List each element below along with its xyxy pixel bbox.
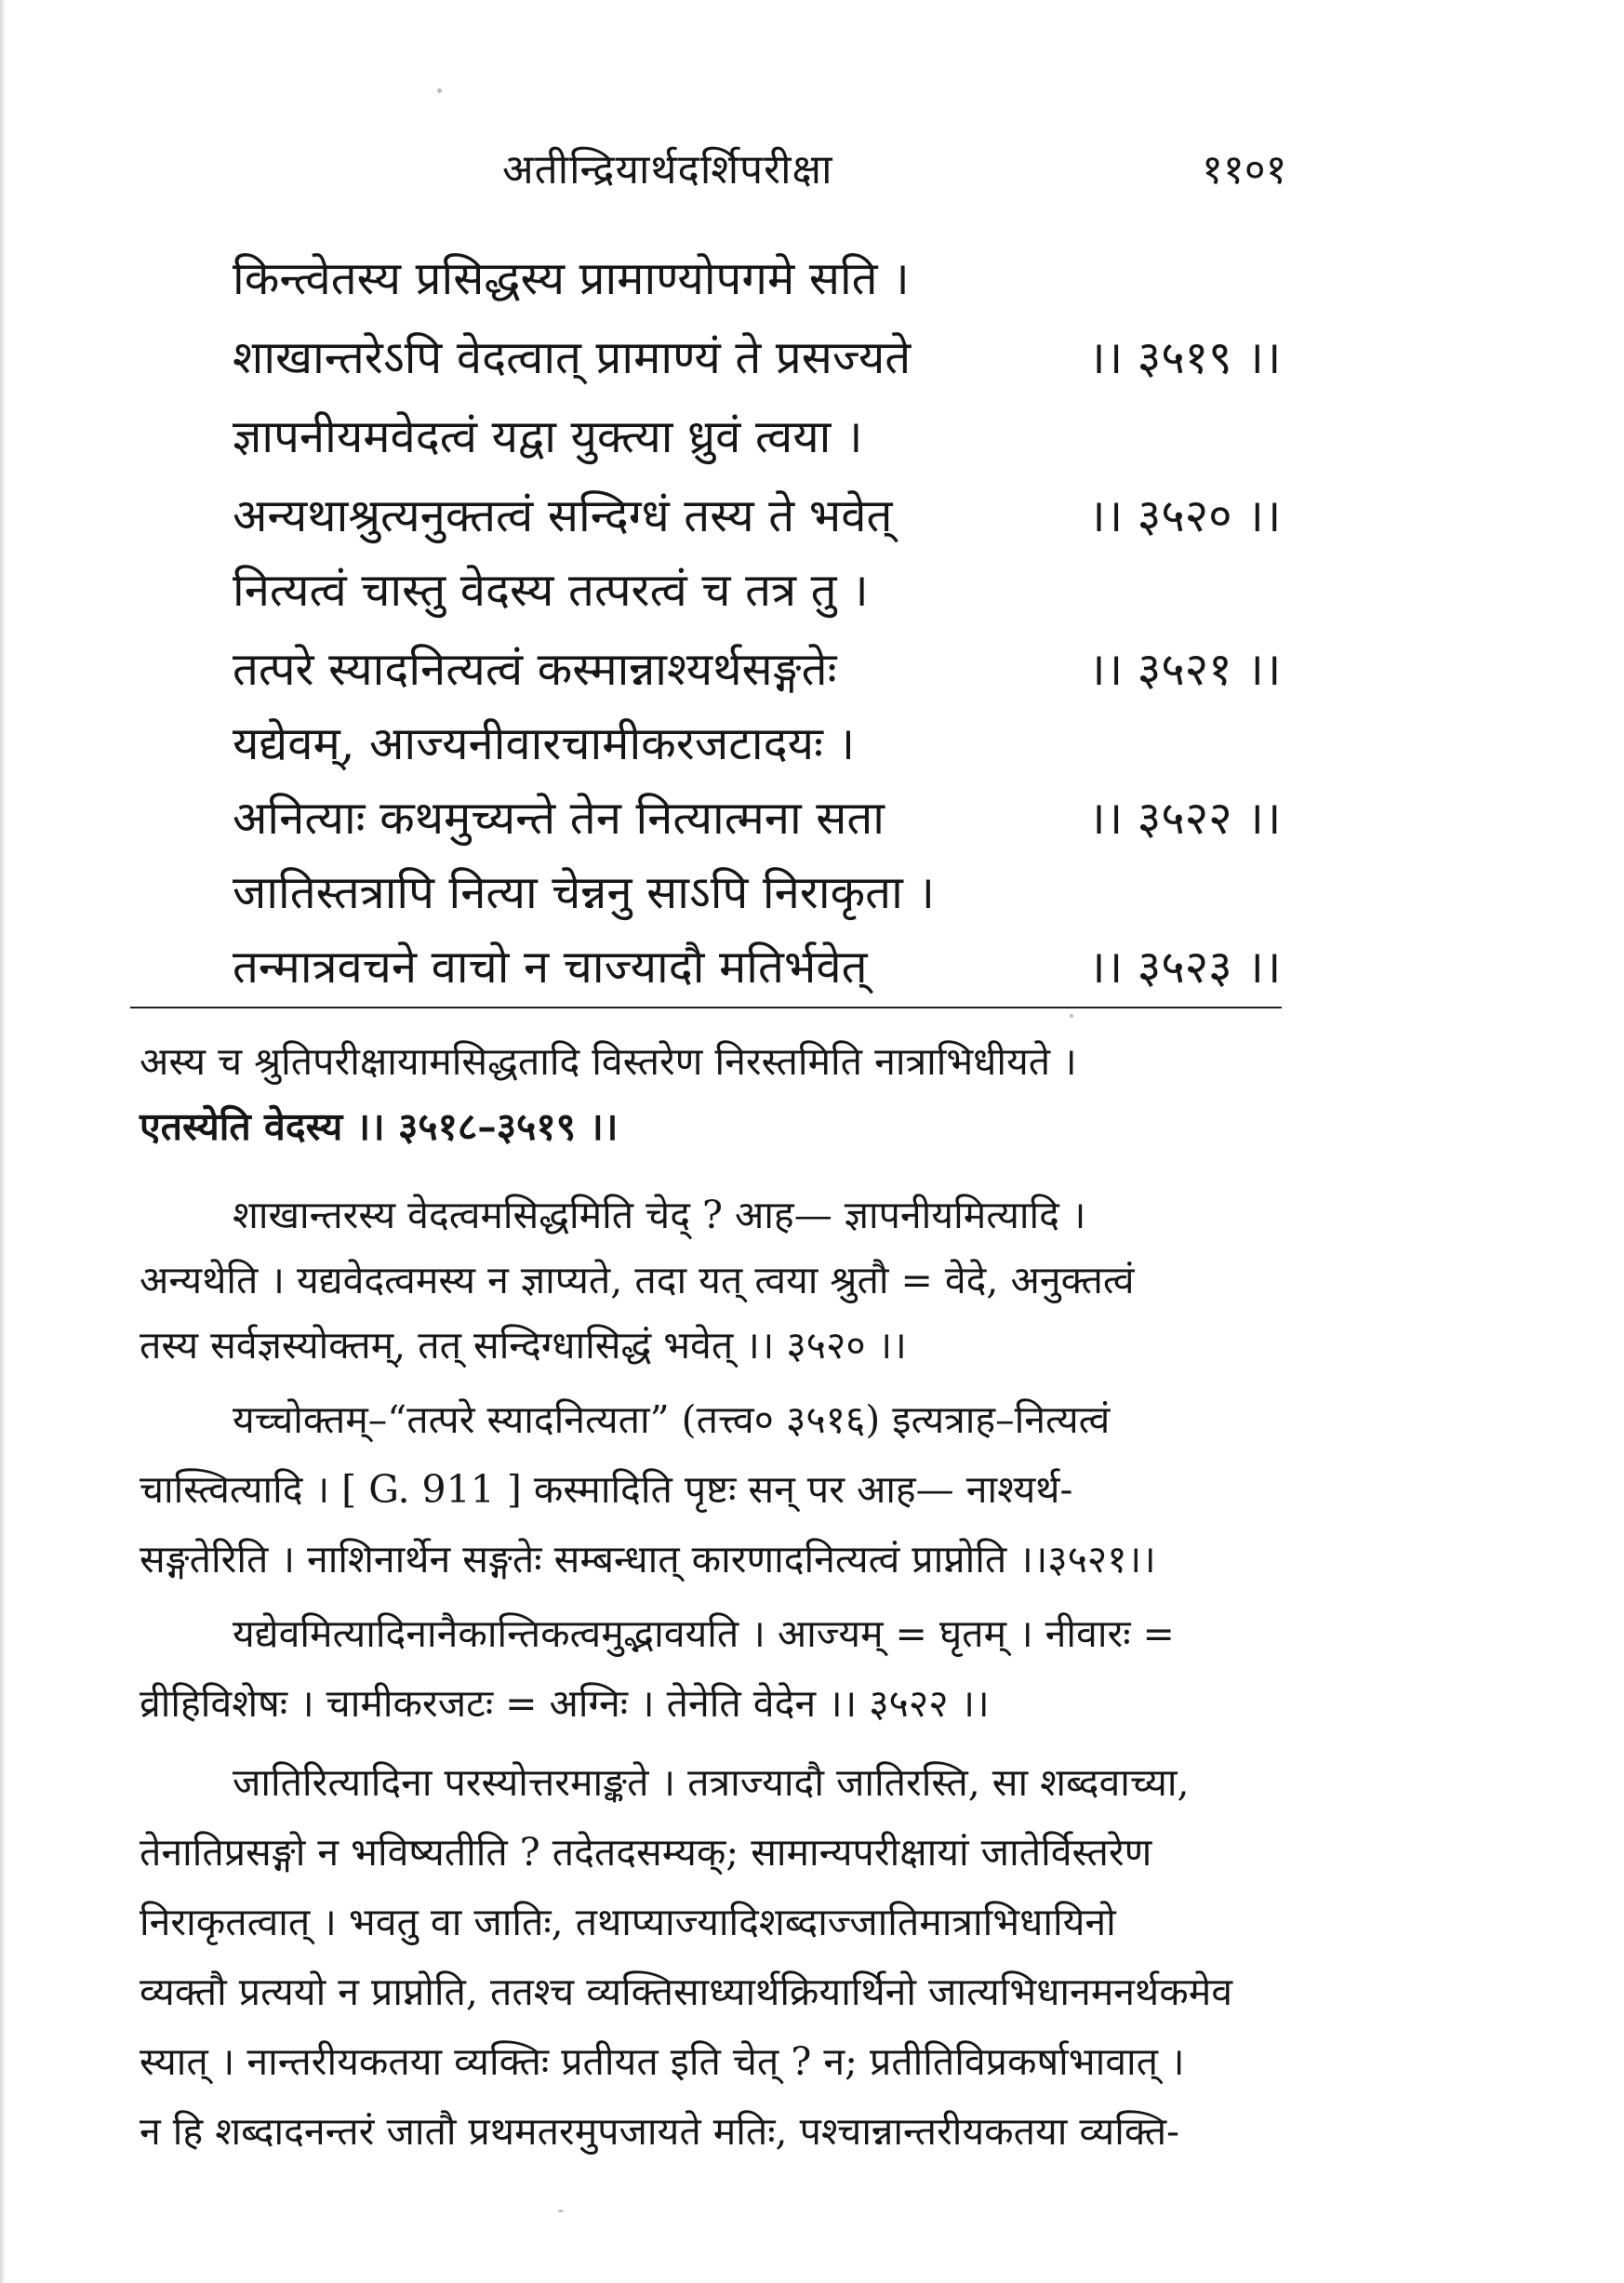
verse-line [233,488,1282,544]
commentary-line: सङ्गतेरिति । नाशिनार्थेन सङ्गतेः सम्बन्धात् कारणादनित्यत्वं प्राप्नोति ।।३५२१।। [140,1537,1156,1582]
commentary-line: निराकृतत्वात् । भवतु वा जातिः, तथाप्याज्यादिशब्दाज्जातिमात्राभिधायिनो [140,1900,1116,1944]
scan-speck [437,88,442,93]
scan-speck [1070,1014,1073,1018]
verse-text: तन्मात्रवचने वाचो न चाज्यादौ मतिर्भवेत् [233,941,868,994]
page-number: ११०१ [1202,146,1287,194]
verse-line [233,409,863,465]
verse-line [233,251,910,307]
scan-speck [558,2210,564,2212]
verse-line [233,716,855,772]
verse-line [233,865,935,921]
verse-text: अन्यथाश्रुत्यनुक्तत्वं सन्दिग्धं तस्य ते भवेत् [233,489,893,542]
verse-text: किन्त्वेतस्य प्रसिद्धस्य प्रामाण्योपगमे सति । [233,252,910,305]
commentary-line: एतस्येति वेदस्य ।। ३५१८–३५१९ ।। [140,1104,619,1149]
verse-text: तत्परे स्यादनित्यत्वं कस्मान्नाश्यर्थसङ्गतेः [233,643,837,696]
running-title: अतीन्द्रियार्थदर्शिपरीक्षा [502,146,833,194]
verse-text: ज्ञापनीयमवेदत्वं यद्वा युक्त्या ध्रुवं त्वया । [233,410,863,463]
verse-text: शाखान्तरेऽपि वेदत्वात् प्रामाण्यं ते प्रसज्यते [233,331,912,384]
commentary-line: यद्येवमित्यादिनानैकान्तिकत्वमुद्भावयति । आज्यम् = घृतम् । नीवारः = [233,1611,1175,1656]
verse-number: ।। ३५१९ ।। [1088,331,1282,384]
section-divider [130,1007,1282,1008]
commentary-line: तस्य सर्वज्ञस्योक्तम्, तत् सन्दिग्धासिद्धं भवेत् ।। ३५२० ।। [140,1323,907,1368]
commentary-line: व्यक्तौ प्रत्ययो न प्राप्नोति, ततश्च व्यक्तिसाध्यार्थक्रियार्थिनो जात्यभिधानमनर्थकमेव [140,1969,1233,2014]
verse-line [233,791,1282,847]
verse-text: अनित्याः कथमुच्यन्ते तेन नित्यात्मना सता [233,792,885,845]
scan-margin-shadow [0,0,6,2283]
commentary-line: अन्यथेति । यद्यवेदत्वमस्य न ज्ञाप्यते, तदा यत् त्वया श्रुतौ = वेदे, अनुक्तत्वं [140,1258,1135,1302]
commentary-line: स्यात् । नान्तरीयकतया व्यक्तिः प्रतीयत इति चेत् ? न; प्रतीतिविप्रकर्षाभावात् । [140,2039,1185,2084]
commentary-line: यच्चोक्तम्–“तत्परे स्यादनित्यता” (तत्त्व० ३५१६) इत्यत्राह–नित्यत्वं [233,1397,1111,1442]
commentary-line: न हि शब्दादनन्तरं जातौ प्रथमतरमुपजायते मतिः, पश्चान्नान्तरीयकतया व्यक्ति- [140,2109,1180,2154]
commentary-line: तेनातिप्रसङ्गो न भविष्यतीति ? तदेतदसम्यक्; सामान्यपरीक्षायां जातेर्विस्तरेण [140,1830,1152,1875]
commentary-line: चास्त्वित्यादि । [ G. 911 ] कस्मादिति पृष्टः सन् पर आह— नाश्यर्थ- [140,1467,1073,1512]
verse-number: ।। ३५२३ ।। [1088,941,1282,994]
verse-line [233,940,1282,995]
verse-text: नित्यत्वं चास्तु वेदस्य तत्परत्वं च तत्र तु । [233,564,869,617]
verse-text: यद्येवम्, आज्यनीवारचामीकरजटादयः । [233,717,856,770]
commentary-line: जातिरित्यादिना परस्योत्तरमाङ्कते । तत्राज्यादौ जातिरस्ति, सा शब्दवाच्या, [233,1760,1190,1805]
verse-number: ।। ३५२१ ।। [1088,643,1282,696]
commentary-line: व्रीहिविशेषः । चामीकरजटः = अग्निः । तेनेति वेदेन ।। ३५२२ ।। [140,1681,990,1726]
verse-number: ।। ३५२२ ।। [1088,792,1282,845]
verse-line [233,642,1282,698]
commentary-line: शाखान्तरस्य वेदत्वमसिद्धमिति चेद् ? आह— ज्ञापनीयमित्यादि । [233,1193,1086,1237]
verse-line [233,563,869,619]
commentary-line: अस्य च श्रुतिपरीक्षायामसिद्धतादि विस्तरेण निरस्तमिति नात्राभिधीयते । [140,1039,1077,1084]
verse-number: ।। ३५२० ।। [1088,489,1282,542]
verse-text: जातिस्तत्रापि नित्या चेन्ननु साऽपि निराकृता । [233,866,935,919]
verse-line [233,330,1282,386]
